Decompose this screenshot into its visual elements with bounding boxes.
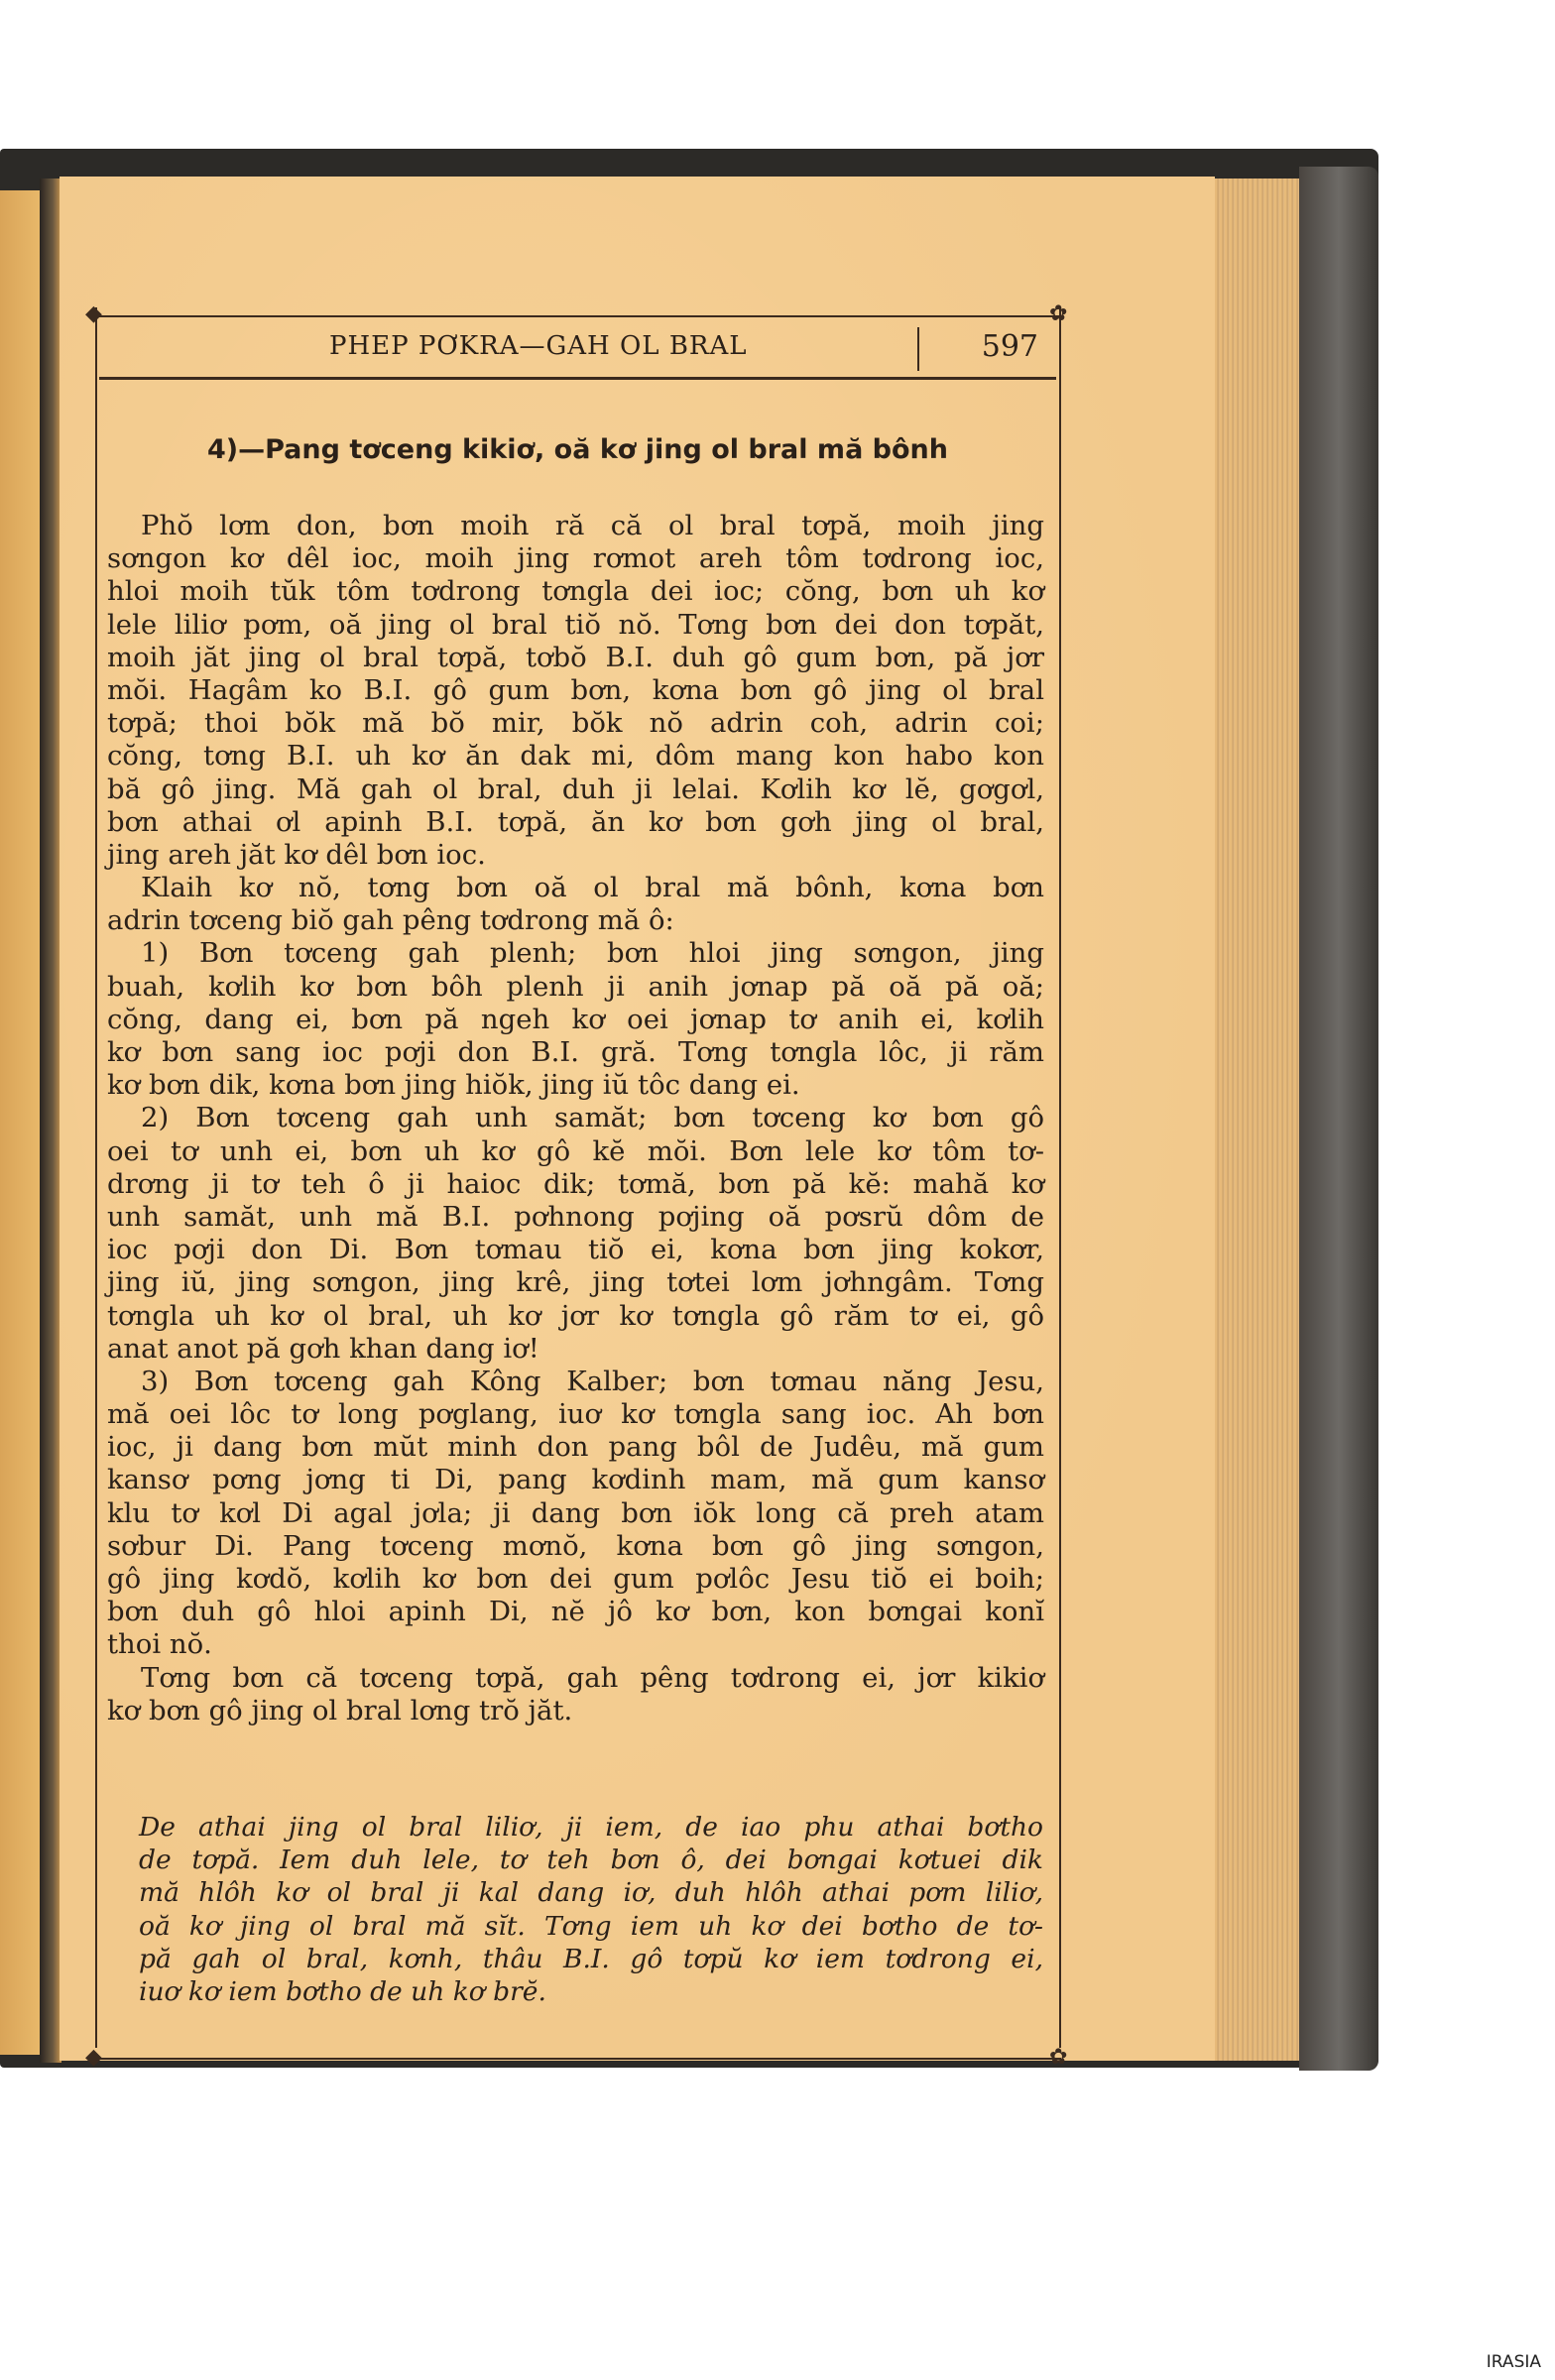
text-line: Tơng bơn că tơceng tơpă, gah pêng tơdrong ei, jơr kikiơ [141, 1661, 1044, 1694]
text-line: tơngla uh kơ ol bral, uh kơ jơr kơ tơngla gô răm tơ ei, gô [107, 1299, 1044, 1332]
text-line: jing areh jăt kơ dêl bơn ioc. [107, 838, 486, 871]
running-title: PHEP PƠKRA—GAH OL BRAL [329, 331, 748, 361]
text-line: sơngon kơ dêl ioc, moih jing rơmot areh tôm tơdrong ioc, [107, 542, 1044, 575]
text-line: gô jing kơdŏ, kơlih kơ bơn dei gum pơlôc Jesu tiŏ ei boih; [107, 1563, 1044, 1595]
text-line: anat anot pă gơh khan dang iơ! [107, 1332, 539, 1365]
text-line: thoi nŏ. [107, 1628, 212, 1661]
top-rule [89, 315, 1061, 317]
body-text [107, 510, 1044, 1727]
text-line: klu tơ kơl Di agal jơla; ji dang bơn iŏk long că preh atam [107, 1496, 1044, 1529]
page-header [99, 327, 1056, 373]
text-line: hloi moih tŭk tôm tơdrong tơngla dei ioc; cŏng, bơn uh kơ [107, 575, 1044, 608]
text-line: kơ bơn sang ioc pơji don B.I. gră. Tơng tơngla lôc, ji răm [107, 1036, 1044, 1068]
page-number: 597 [981, 329, 1038, 364]
italic-note [139, 1811, 1043, 2008]
header-divider [917, 327, 919, 371]
book-gutter [40, 178, 61, 2063]
page-edges [1215, 178, 1299, 2061]
text-line: kơ bơn gô jing ol bral lơng trŏ jăt. [107, 1694, 573, 1726]
left-page-edge [0, 190, 40, 2055]
watermark: IRASIA [1486, 2352, 1541, 2372]
text-line: adrin tơceng biŏ gah pêng tơdrong mă ô: [107, 904, 674, 937]
text-line: 1) Bơn tơceng gah plenh; bơn hloi jing sơngon, jing [141, 937, 1044, 970]
text-line: lele liliơ pơm, oă jing ol bral tiŏ nŏ. Tơng bơn dei don tơpăt, [107, 608, 1044, 641]
text-line: drơng ji tơ teh ô ji haioc dik; tơmă, bơn pă kĕ: mahă kơ [107, 1167, 1044, 1200]
text-line: ioc pơji don Di. Bơn tơmau tiŏ ei, kơna bơn jing kokơr, [107, 1234, 1044, 1266]
text-line: kansơ pơng jơng ti Di, pang kơdinh mam, mă gum kansơ [107, 1464, 1044, 1496]
text-line: mă hlôh kơ ol bral ji kal dang iơ, duh hlôh athai pơm liliơ, [139, 1877, 1043, 1909]
header-rule [99, 377, 1056, 380]
text-line: unh samăt, unh mă B.I. pơhnong pơjing oă pơsrŭ dôm de [107, 1200, 1044, 1233]
text-line: bơn duh gô hloi apinh Di, nĕ jô kơ bơn, kon bơngai konĭ [107, 1596, 1044, 1628]
text-line: Klaih kơ nŏ, tơng bơn oă ol bral mă bônh, kơna bơn [141, 872, 1044, 904]
text-line: Phŏ lơm don, bơn moih ră că ol bral tơpă, moih jing [141, 510, 1044, 541]
ornament-top-right-icon: ✿ [1049, 301, 1068, 326]
ornament-top-left-icon: ◆ [85, 301, 102, 326]
text-line: oei tơ unh ei, bơn uh kơ gô kĕ mŏi. Bơn lele kơ tôm tơ- [107, 1134, 1044, 1167]
text-line: bơn athai ơl apinh B.I. tơpă, ăn kơ bơn gơh jing ol bral, [107, 805, 1044, 838]
text-line: tơpă; thoi bŏk mă bŏ mir, bŏk nŏ adrin coh, adrin coi; [107, 707, 1044, 740]
ornament-bottom-left-icon: ◆ [85, 2045, 102, 2070]
book-spine-edge [1299, 167, 1378, 2071]
text-line: de tơpă. Iem duh lele, tơ teh bơn ô, dei bơngai kơtuei dik [139, 1844, 1043, 1876]
text-line: oă kơ jing ol bral mă sĭt. Tơng iem uh kơ dei bơtho de tơ- [139, 1910, 1043, 1942]
text-line: moih jăt jing ol bral tơpă, tơbŏ B.I. duh gô gum bơn, pă jơr [107, 641, 1044, 673]
section-title: 4)—Pang tơceng kikiơ, oă kơ jing ol bral mă bônh [206, 434, 949, 465]
text-line: bă gô jing. Mă gah ol bral, duh ji lelai. Kơlih kơ lĕ, gơgơl, [107, 773, 1044, 805]
text-line: De athai jing ol bral liliơ, ji iem, de iao phu athai bơtho [139, 1812, 1043, 1843]
text-line: buah, kơlih kơ bơn bôh plenh ji anih jơnap pă oă pă oă; [107, 970, 1044, 1003]
text-line: 3) Bơn tơceng gah Kông Kalber; bơn tơmau năng Jesu, [141, 1365, 1044, 1397]
text-line: mă oei lôc tơ long pơglang, iuơ kơ tơngla sang ioc. Ah bơn [107, 1398, 1044, 1431]
text-line: pă gah ol bral, kơnh, thâu B.I. gô tơpŭ kơ iem tơdrong ei, [139, 1943, 1043, 1974]
text-line: kơ bơn dik, kơna bơn jing hiŏk, jing iŭ tôc dang ei. [107, 1069, 800, 1102]
text-line: 2) Bơn tơceng gah unh samăt; bơn tơceng kơ bơn gô [141, 1102, 1044, 1134]
ornament-bottom-right-icon: ✿ [1049, 2045, 1068, 2070]
text-line: jing iŭ, jing sơngon, jing krê, jing tơtei lơm jơhngâm. Tơng [107, 1266, 1044, 1299]
text-line: iuơ kơ iem bơtho de uh kơ brĕ. [139, 1975, 546, 2007]
text-line: mŏi. Hagâm ko B.I. gô gum bơn, kơna bơn gô jing ol bral [107, 673, 1044, 706]
text-line: cŏng, tơng B.I. uh kơ ăn dak mi, dôm mang kon habo kon [107, 740, 1044, 773]
text-line: cŏng, dang ei, bơn pă ngeh kơ oei jơnap tơ anih ei, kơlih [107, 1003, 1044, 1035]
text-line: ioc, ji dang bơn mŭt minh don pang bôl de Judêu, mă gum [107, 1431, 1044, 1464]
text-line: sơbur Di. Pang tơceng mơnŏ, kơna bơn gô jing sơngon, [107, 1529, 1044, 1562]
bottom-rule [89, 2058, 1061, 2060]
